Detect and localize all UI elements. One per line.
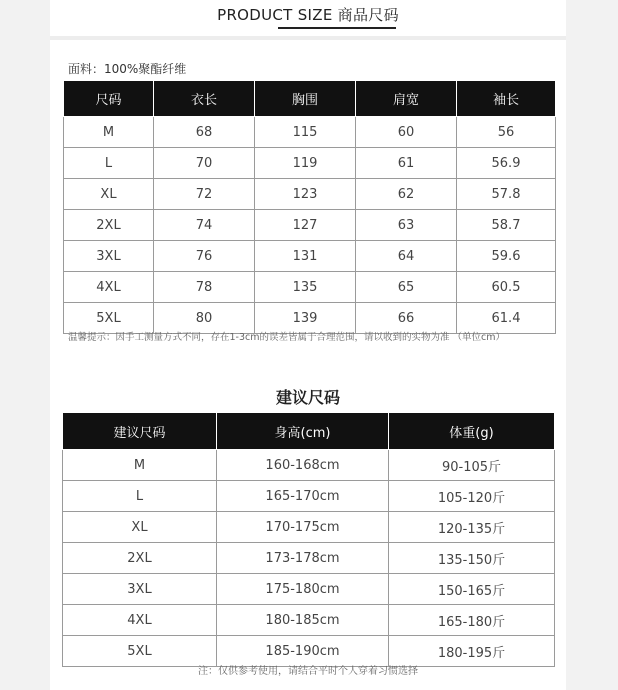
recommend-table-cell: 165-170cm (217, 481, 389, 512)
table-row (64, 179, 556, 210)
size-table-cell: 68 (154, 117, 255, 148)
recommend-table (62, 412, 555, 667)
usage-note: 注：仅供参考使用，请结合平时个人穿着习惯选择 (198, 666, 418, 677)
size-table-cell: 65 (356, 272, 457, 303)
size-table-cell: 57.8 (457, 179, 556, 210)
page-title: PRODUCT SIZE 商品尺码 (217, 6, 399, 24)
recommend-table-header-cell: 建议尺码 (63, 413, 217, 450)
size-table-cell: 2XL (64, 210, 154, 241)
recommend-table-cell: 173-178cm (217, 543, 389, 574)
recommend-table-cell: 5XL (63, 636, 217, 667)
size-table-cell: 64 (356, 241, 457, 272)
table-row (63, 574, 555, 605)
size-table-cell: 3XL (64, 241, 154, 272)
recommend-table-cell: 165-180斤 (389, 605, 555, 636)
recommend-table-cell: 4XL (63, 605, 217, 636)
size-table-cell: 119 (255, 148, 356, 179)
recommend-table-header-cell: 体重(g) (389, 413, 555, 450)
size-table-cell: 139 (255, 303, 356, 334)
recommend-table-cell: 120-135斤 (389, 512, 555, 543)
size-table-header (64, 81, 556, 117)
table-row (63, 450, 555, 481)
measurement-note: 温馨提示：因手工测量方式不同，存在1-3cm的误差皆属于合理范围，请以收到的实物为准 （单位cm） (68, 332, 505, 343)
recommend-table-cell: 150-165斤 (389, 574, 555, 605)
size-table-cell: 78 (154, 272, 255, 303)
table-row (64, 210, 556, 241)
recommend-table-cell: 105-120斤 (389, 481, 555, 512)
size-table-header-cell: 肩宽 (356, 81, 457, 117)
table-row (64, 272, 556, 303)
recommend-table-body (63, 450, 555, 667)
recommend-table-cell: 180-195斤 (389, 636, 555, 667)
size-table-cell: 56.9 (457, 148, 556, 179)
title-divider (50, 36, 566, 40)
recommend-table-header-cell: 身高(cm) (217, 413, 389, 450)
recommend-table-cell: 185-190cm (217, 636, 389, 667)
size-table-cell: 60 (356, 117, 457, 148)
size-table-cell: L (64, 148, 154, 179)
table-row (63, 543, 555, 574)
recommend-table-cell: 175-180cm (217, 574, 389, 605)
table-row (63, 605, 555, 636)
recommend-table-cell: L (63, 481, 217, 512)
size-table-cell: 63 (356, 210, 457, 241)
size-table-cell: 62 (356, 179, 457, 210)
table-row (63, 481, 555, 512)
size-table-cell: 66 (356, 303, 457, 334)
table-row (64, 148, 556, 179)
size-table-cell: 59.6 (457, 241, 556, 272)
size-table-cell: XL (64, 179, 154, 210)
size-table-header-cell: 胸围 (255, 81, 356, 117)
size-table-cell: 135 (255, 272, 356, 303)
size-table-cell: 123 (255, 179, 356, 210)
size-table (63, 80, 556, 334)
recommend-table-cell: 90-105斤 (389, 450, 555, 481)
recommend-table-cell: 2XL (63, 543, 217, 574)
size-table-cell: 56 (457, 117, 556, 148)
recommend-table-cell: 170-175cm (217, 512, 389, 543)
recommend-table-cell: 160-168cm (217, 450, 389, 481)
size-table-cell: 74 (154, 210, 255, 241)
size-table-cell: 60.5 (457, 272, 556, 303)
recommend-table-cell: 135-150斤 (389, 543, 555, 574)
size-table-cell: 115 (255, 117, 356, 148)
size-table-header-cell: 衣长 (154, 81, 255, 117)
size-table-header-cell: 尺码 (64, 81, 154, 117)
size-table-cell: 72 (154, 179, 255, 210)
title-underline (278, 27, 396, 29)
fabric-info: 面料：100%聚酯纤维 (68, 62, 187, 76)
size-table-body (64, 117, 556, 334)
size-table-cell: 4XL (64, 272, 154, 303)
size-table-cell: 76 (154, 241, 255, 272)
size-table-cell: M (64, 117, 154, 148)
table-row (64, 241, 556, 272)
size-table-cell: 127 (255, 210, 356, 241)
recommend-table-cell: XL (63, 512, 217, 543)
recommend-table-header (63, 413, 555, 450)
size-table-cell: 131 (255, 241, 356, 272)
size-table-cell: 58.7 (457, 210, 556, 241)
recommend-table-cell: 180-185cm (217, 605, 389, 636)
recommend-title: 建议尺码 (275, 388, 340, 407)
recommend-table-cell: 3XL (63, 574, 217, 605)
table-row (63, 512, 555, 543)
table-row (64, 117, 556, 148)
size-table-header-cell: 袖长 (457, 81, 556, 117)
size-table-cell: 5XL (64, 303, 154, 334)
size-table-cell: 61.4 (457, 303, 556, 334)
size-table-cell: 70 (154, 148, 255, 179)
size-table-cell: 61 (356, 148, 457, 179)
size-chart-card (50, 0, 566, 690)
recommend-table-cell: M (63, 450, 217, 481)
size-table-cell: 80 (154, 303, 255, 334)
